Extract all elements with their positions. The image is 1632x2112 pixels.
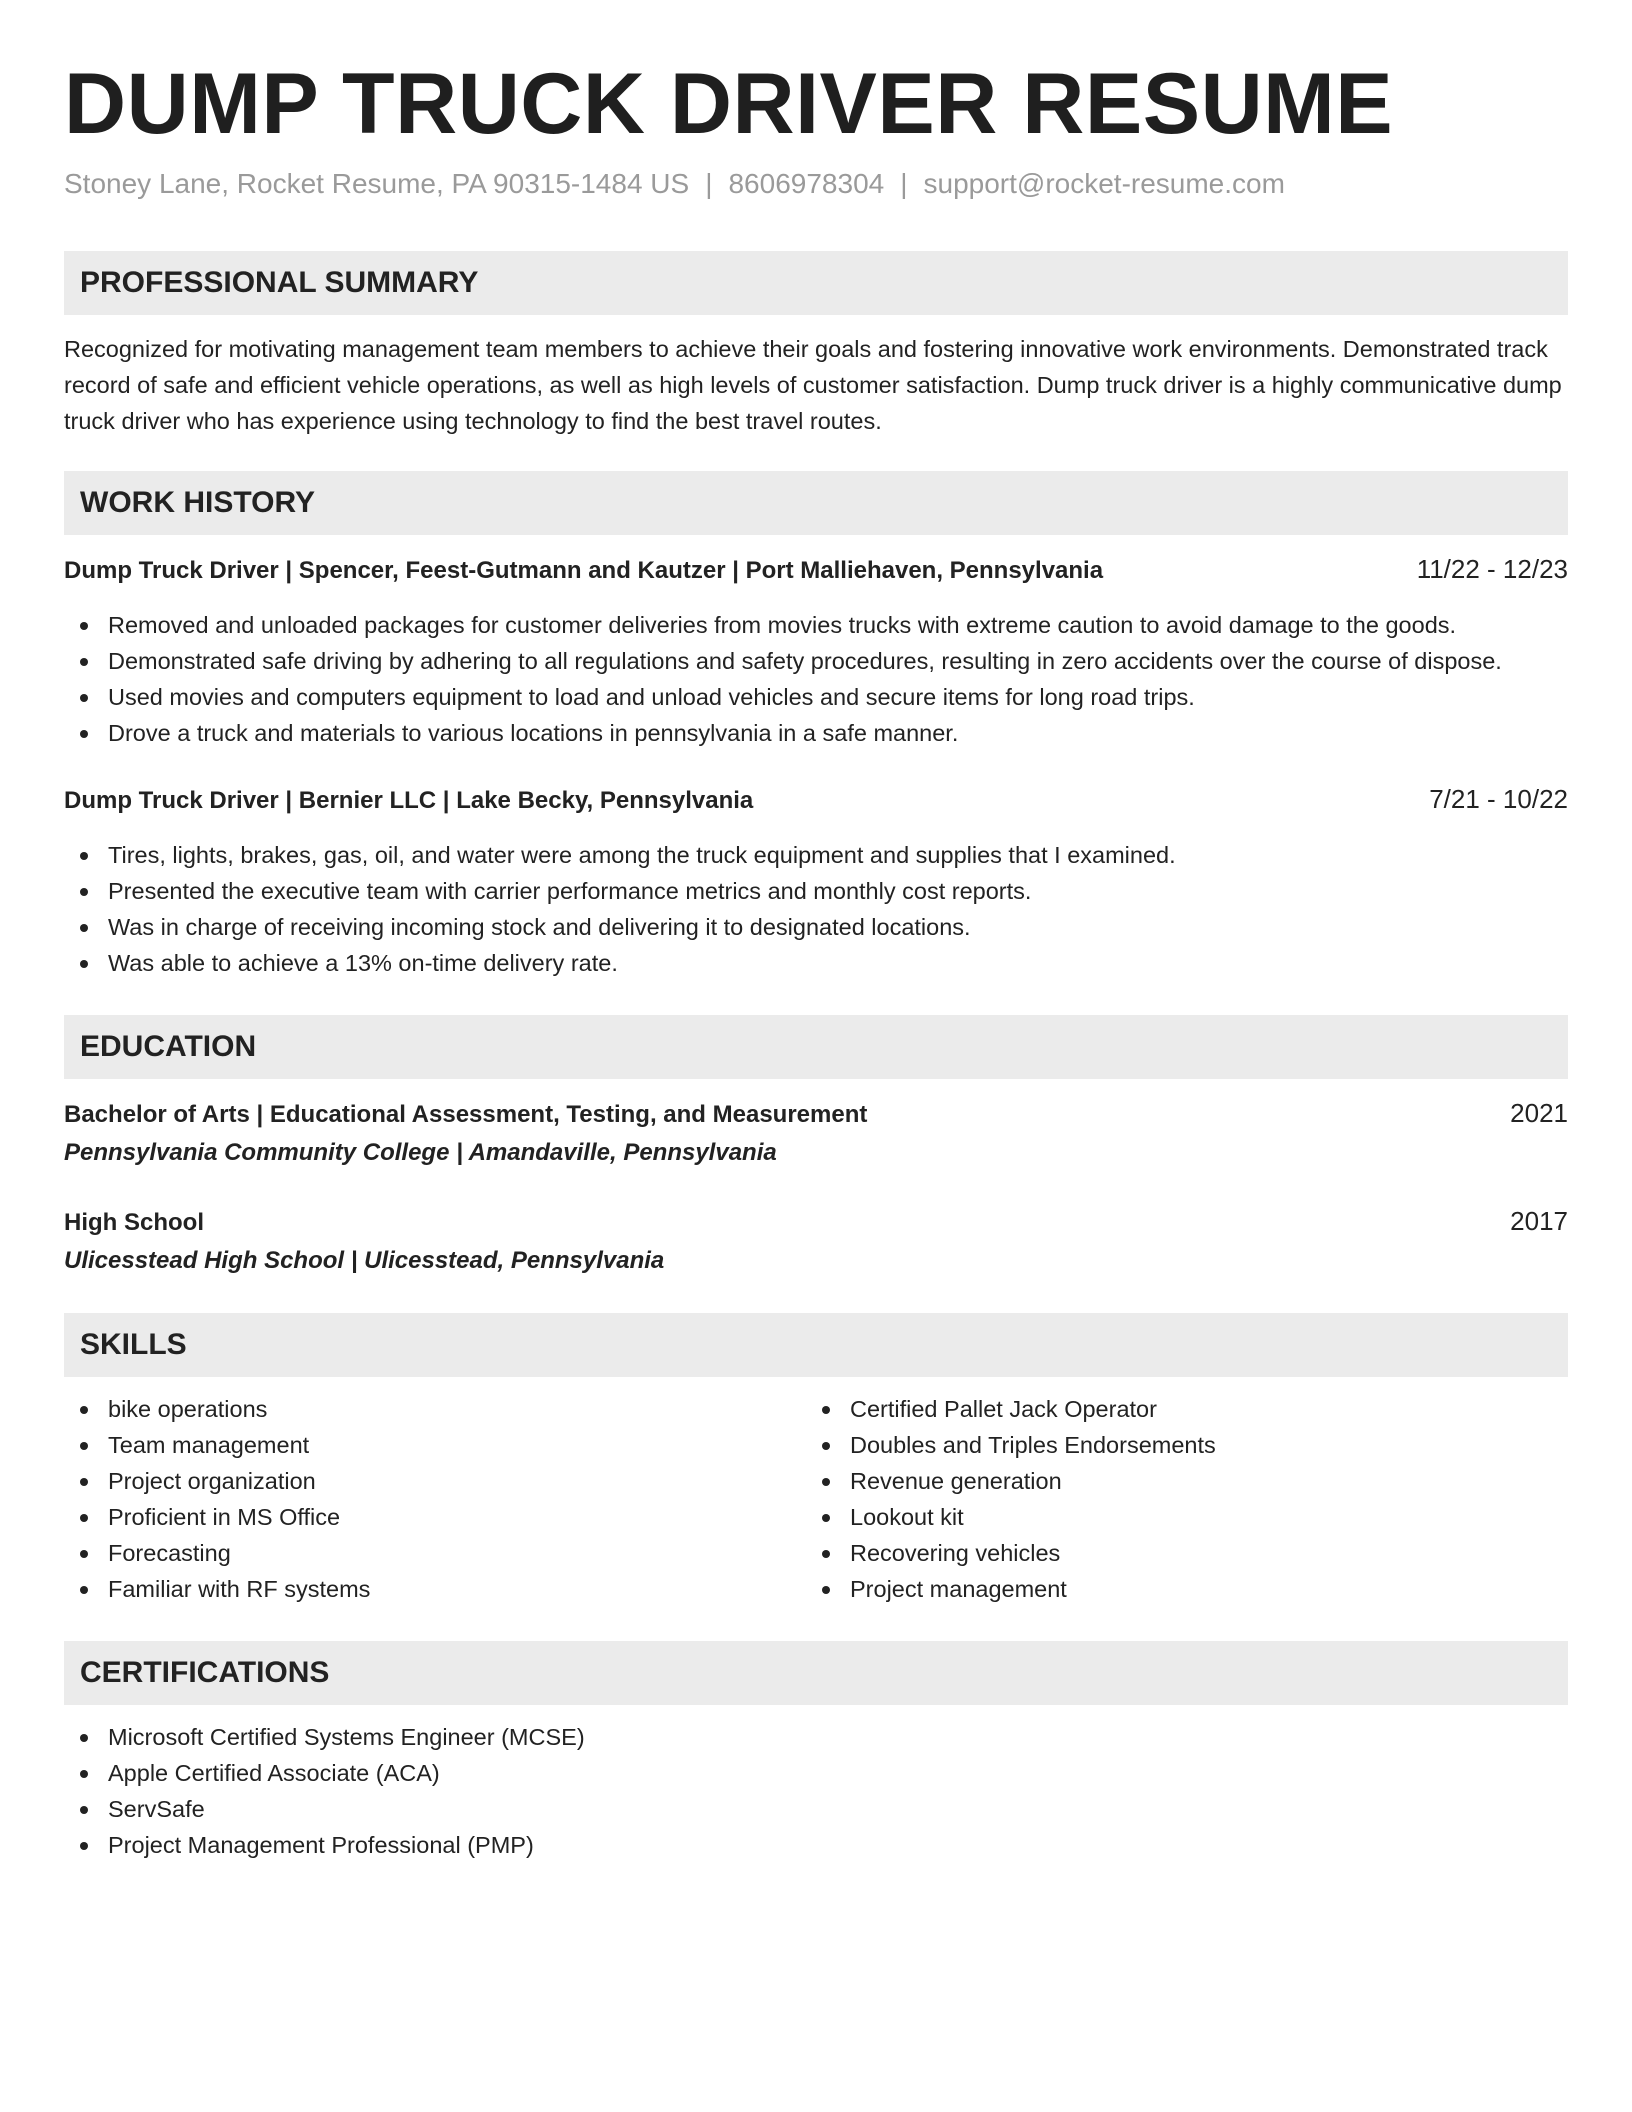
- section-heading-summary: PROFESSIONAL SUMMARY: [64, 251, 1568, 315]
- job-bullet: Was in charge of receiving incoming stock and delivering it to designated locations.: [64, 909, 1568, 945]
- education-header: [64, 1203, 1568, 1241]
- job-title: Dump Truck Driver | Spencer, Feest-Gutmann and Kautzer | Port Malliehaven, Pennsylvania: [64, 557, 1104, 584]
- contact-phone: 8606978304: [728, 168, 885, 199]
- skill-item: Proficient in MS Office: [64, 1499, 806, 1535]
- certification-item: Microsoft Certified Systems Engineer (MCSE): [64, 1719, 1568, 1755]
- skill-item: Familiar with RF systems: [64, 1571, 806, 1607]
- skill-item: Certified Pallet Jack Operator: [806, 1391, 1548, 1427]
- skills-columns: [64, 1391, 1568, 1607]
- job-bullet: Used movies and computers equipment to load and unload vehicles and secure items for long road trips.: [64, 679, 1568, 715]
- job-entry: [64, 551, 1568, 751]
- job-dates: 7/21 - 10/22: [1429, 784, 1568, 814]
- skills-list-right: [806, 1391, 1548, 1607]
- job-bullets: [64, 607, 1568, 751]
- section-heading-skills: SKILLS: [64, 1313, 1568, 1377]
- education-degree: High School: [64, 1209, 204, 1236]
- certification-item: Project Management Professional (PMP): [64, 1827, 1568, 1863]
- skill-item: Recovering vehicles: [806, 1535, 1548, 1571]
- job-entry: [64, 781, 1568, 981]
- job-title: Dump Truck Driver | Bernier LLC | Lake Becky, Pennsylvania: [64, 787, 754, 814]
- education-year: 2017: [1510, 1206, 1568, 1236]
- job-header: [64, 781, 1568, 819]
- skills-list-left: [64, 1391, 806, 1607]
- resume-content: [64, 58, 1568, 1863]
- skill-item: Project management: [806, 1571, 1548, 1607]
- education-entry: [64, 1203, 1568, 1281]
- education-school: Pennsylvania Community College | Amandaville, Pennsylvania: [64, 1139, 777, 1166]
- section-heading-work: WORK HISTORY: [64, 471, 1568, 535]
- skill-item: Revenue generation: [806, 1463, 1548, 1499]
- skill-item: Lookout kit: [806, 1499, 1548, 1535]
- contact-address: Stoney Lane, Rocket Resume, PA 90315-1484 US: [64, 168, 690, 199]
- resume-title: DUMP TRUCK DRIVER RESUME: [64, 56, 1394, 152]
- job-bullet: Tires, lights, brakes, gas, oil, and water were among the truck equipment and supplies that I examined.: [64, 837, 1568, 873]
- certification-item: ServSafe: [64, 1791, 1568, 1827]
- contact-email: support@rocket-resume.com: [923, 168, 1285, 199]
- job-bullets: [64, 837, 1568, 981]
- job-bullet: Removed and unloaded packages for customer deliveries from movies trucks with extreme caution to avoid damage to the goods.: [64, 607, 1568, 643]
- job-bullet: Drove a truck and materials to various locations in pennsylvania in a safe manner.: [64, 715, 1568, 751]
- certifications-list: [64, 1719, 1568, 1863]
- job-bullet: Was able to achieve a 13% on-time delivery rate.: [64, 945, 1568, 981]
- education-year: 2021: [1510, 1098, 1568, 1128]
- job-header: [64, 551, 1568, 589]
- skill-item: Team management: [64, 1427, 806, 1463]
- job-dates: 11/22 - 12/23: [1416, 554, 1568, 584]
- job-bullet: Demonstrated safe driving by adhering to all regulations and safety procedures, resulting in zero accidents over the course of dispose.: [64, 643, 1568, 679]
- contact-line: [64, 166, 1568, 202]
- skill-item: Project organization: [64, 1463, 806, 1499]
- education-header: [64, 1095, 1568, 1133]
- skill-item: bike operations: [64, 1391, 806, 1427]
- education-entry: [64, 1095, 1568, 1173]
- education-degree: Bachelor of Arts | Educational Assessment, Testing, and Measurement: [64, 1101, 868, 1128]
- section-heading-certifications: CERTIFICATIONS: [64, 1641, 1568, 1705]
- certification-item: Apple Certified Associate (ACA): [64, 1755, 1568, 1791]
- skill-item: Forecasting: [64, 1535, 806, 1571]
- contact-separator: |: [705, 168, 713, 199]
- section-heading-education: EDUCATION: [64, 1015, 1568, 1079]
- contact-separator: |: [900, 168, 908, 199]
- skill-item: Doubles and Triples Endorsements: [806, 1427, 1548, 1463]
- education-school: Ulicesstead High School | Ulicesstead, Pennsylvania: [64, 1247, 665, 1274]
- job-bullet: Presented the executive team with carrier performance metrics and monthly cost reports.: [64, 873, 1568, 909]
- summary-text: Recognized for motivating management team members to achieve their goals and fostering innovative work environments. Demonstrated track record of safe and efficient vehicle operations, as well as high levels of customer satisfaction. Dump truck driver is a highly communicative dump truck driver who has experience using technology to find the best travel routes.: [64, 336, 1562, 434]
